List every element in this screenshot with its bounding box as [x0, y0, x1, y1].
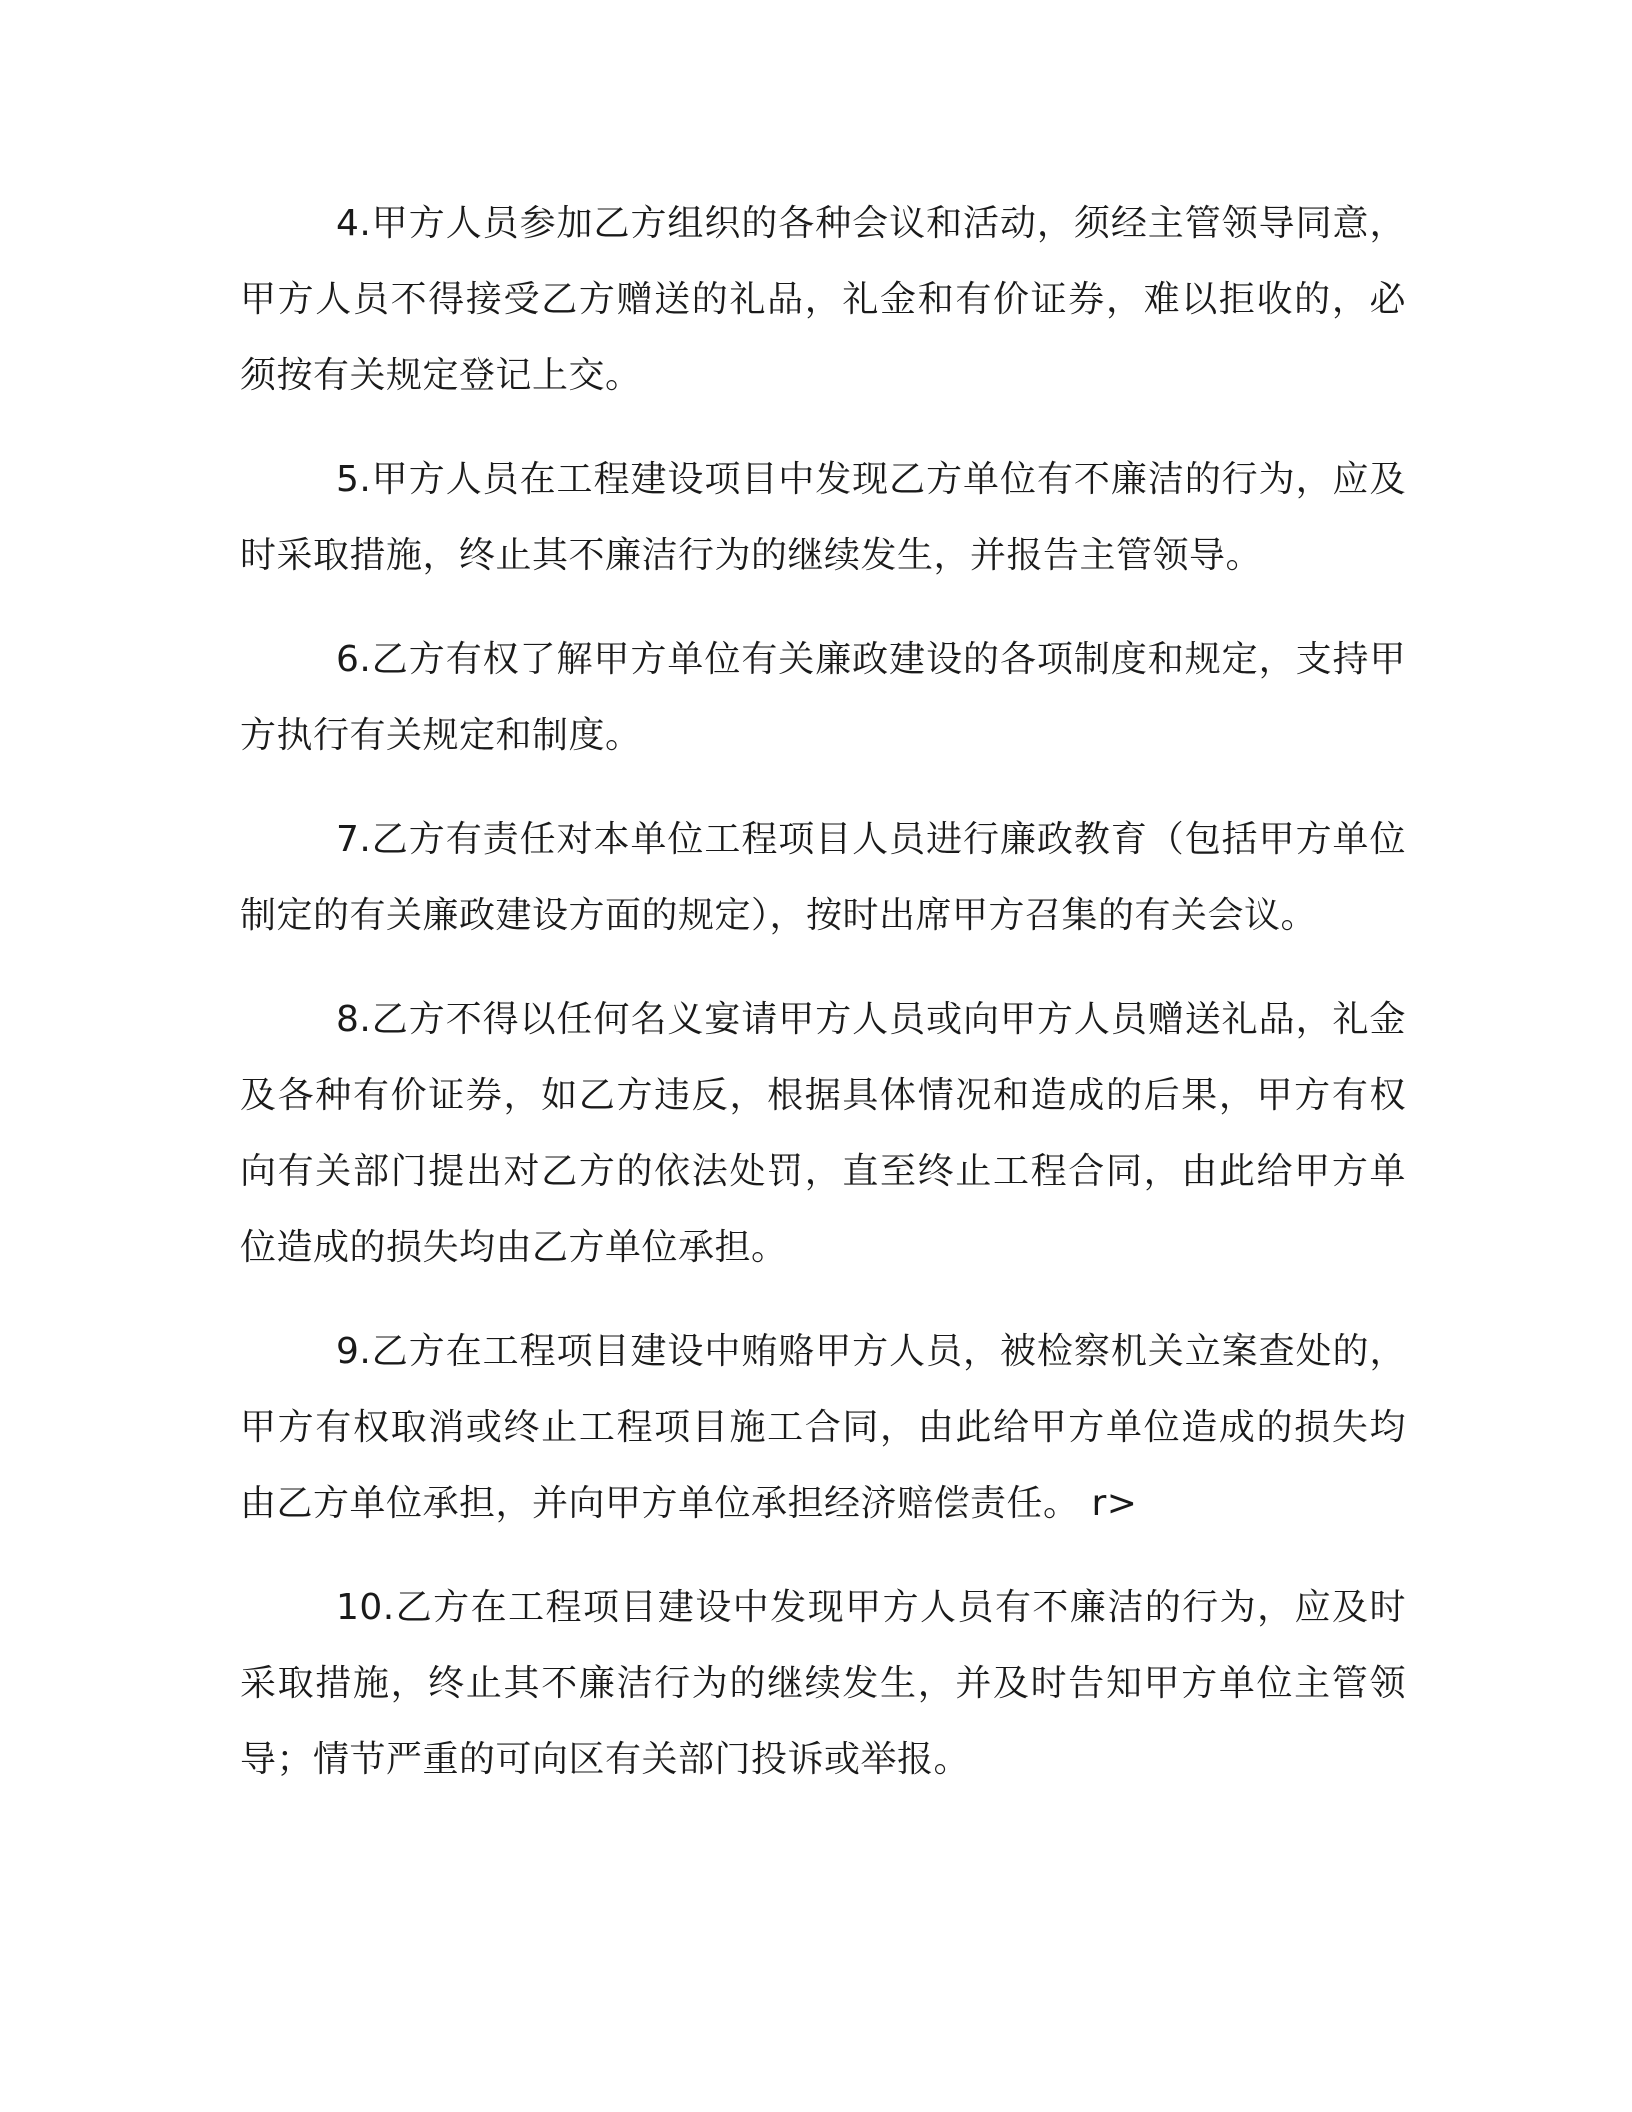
clause-8: 8.乙方不得以任何名义宴请甲方人员或向甲方人员赠送礼品，礼金及各种有价证券，如乙方违反，根据具体情况和造成的后果，甲方有权向有关部门提出对乙方的依法处罚，直至终止工程合同，由此给甲方单位造成的损失均由乙方单位承担。 — [240, 999, 1406, 1268]
clause-7: 7.乙方有责任对本单位工程项目人员进行廉政教育（包括甲方单位制定的有关廉政建设方面的规定），按时出席甲方召集的有关会议。 — [240, 819, 1406, 936]
clause-4: 4.甲方人员参加乙方组织的各种会议和活动，须经主管领导同意，甲方人员不得接受乙方赠送的礼品，礼金和有价证券，难以拒收的，必须按有关规定登记上交。 — [240, 203, 1406, 396]
clause-10: 10.乙方在工程项目建设中发现甲方人员有不廉洁的行为，应及时采取措施，终止其不廉洁行为的继续发生，并及时告知甲方单位主管领导；情节严重的可向区有关部门投诉或举报。 — [240, 1587, 1406, 1780]
clause-5: 5.甲方人员在工程建设项目中发现乙方单位有不廉洁的行为，应及时采取措施，终止其不廉洁行为的继续发生，并报告主管领导。 — [240, 459, 1406, 576]
clause-9: 9.乙方在工程项目建设中贿赂甲方人员，被检察机关立案查处的，甲方有权取消或终止工程项目施工合同，由此给甲方单位造成的损失均由乙方单位承担，并向甲方单位承担经济赔偿责任。 r> — [240, 1331, 1406, 1524]
document-body — [240, 186, 1406, 1798]
clause-6: 6.乙方有权了解甲方单位有关廉政建设的各项制度和规定，支持甲方执行有关规定和制度。 — [240, 639, 1406, 756]
